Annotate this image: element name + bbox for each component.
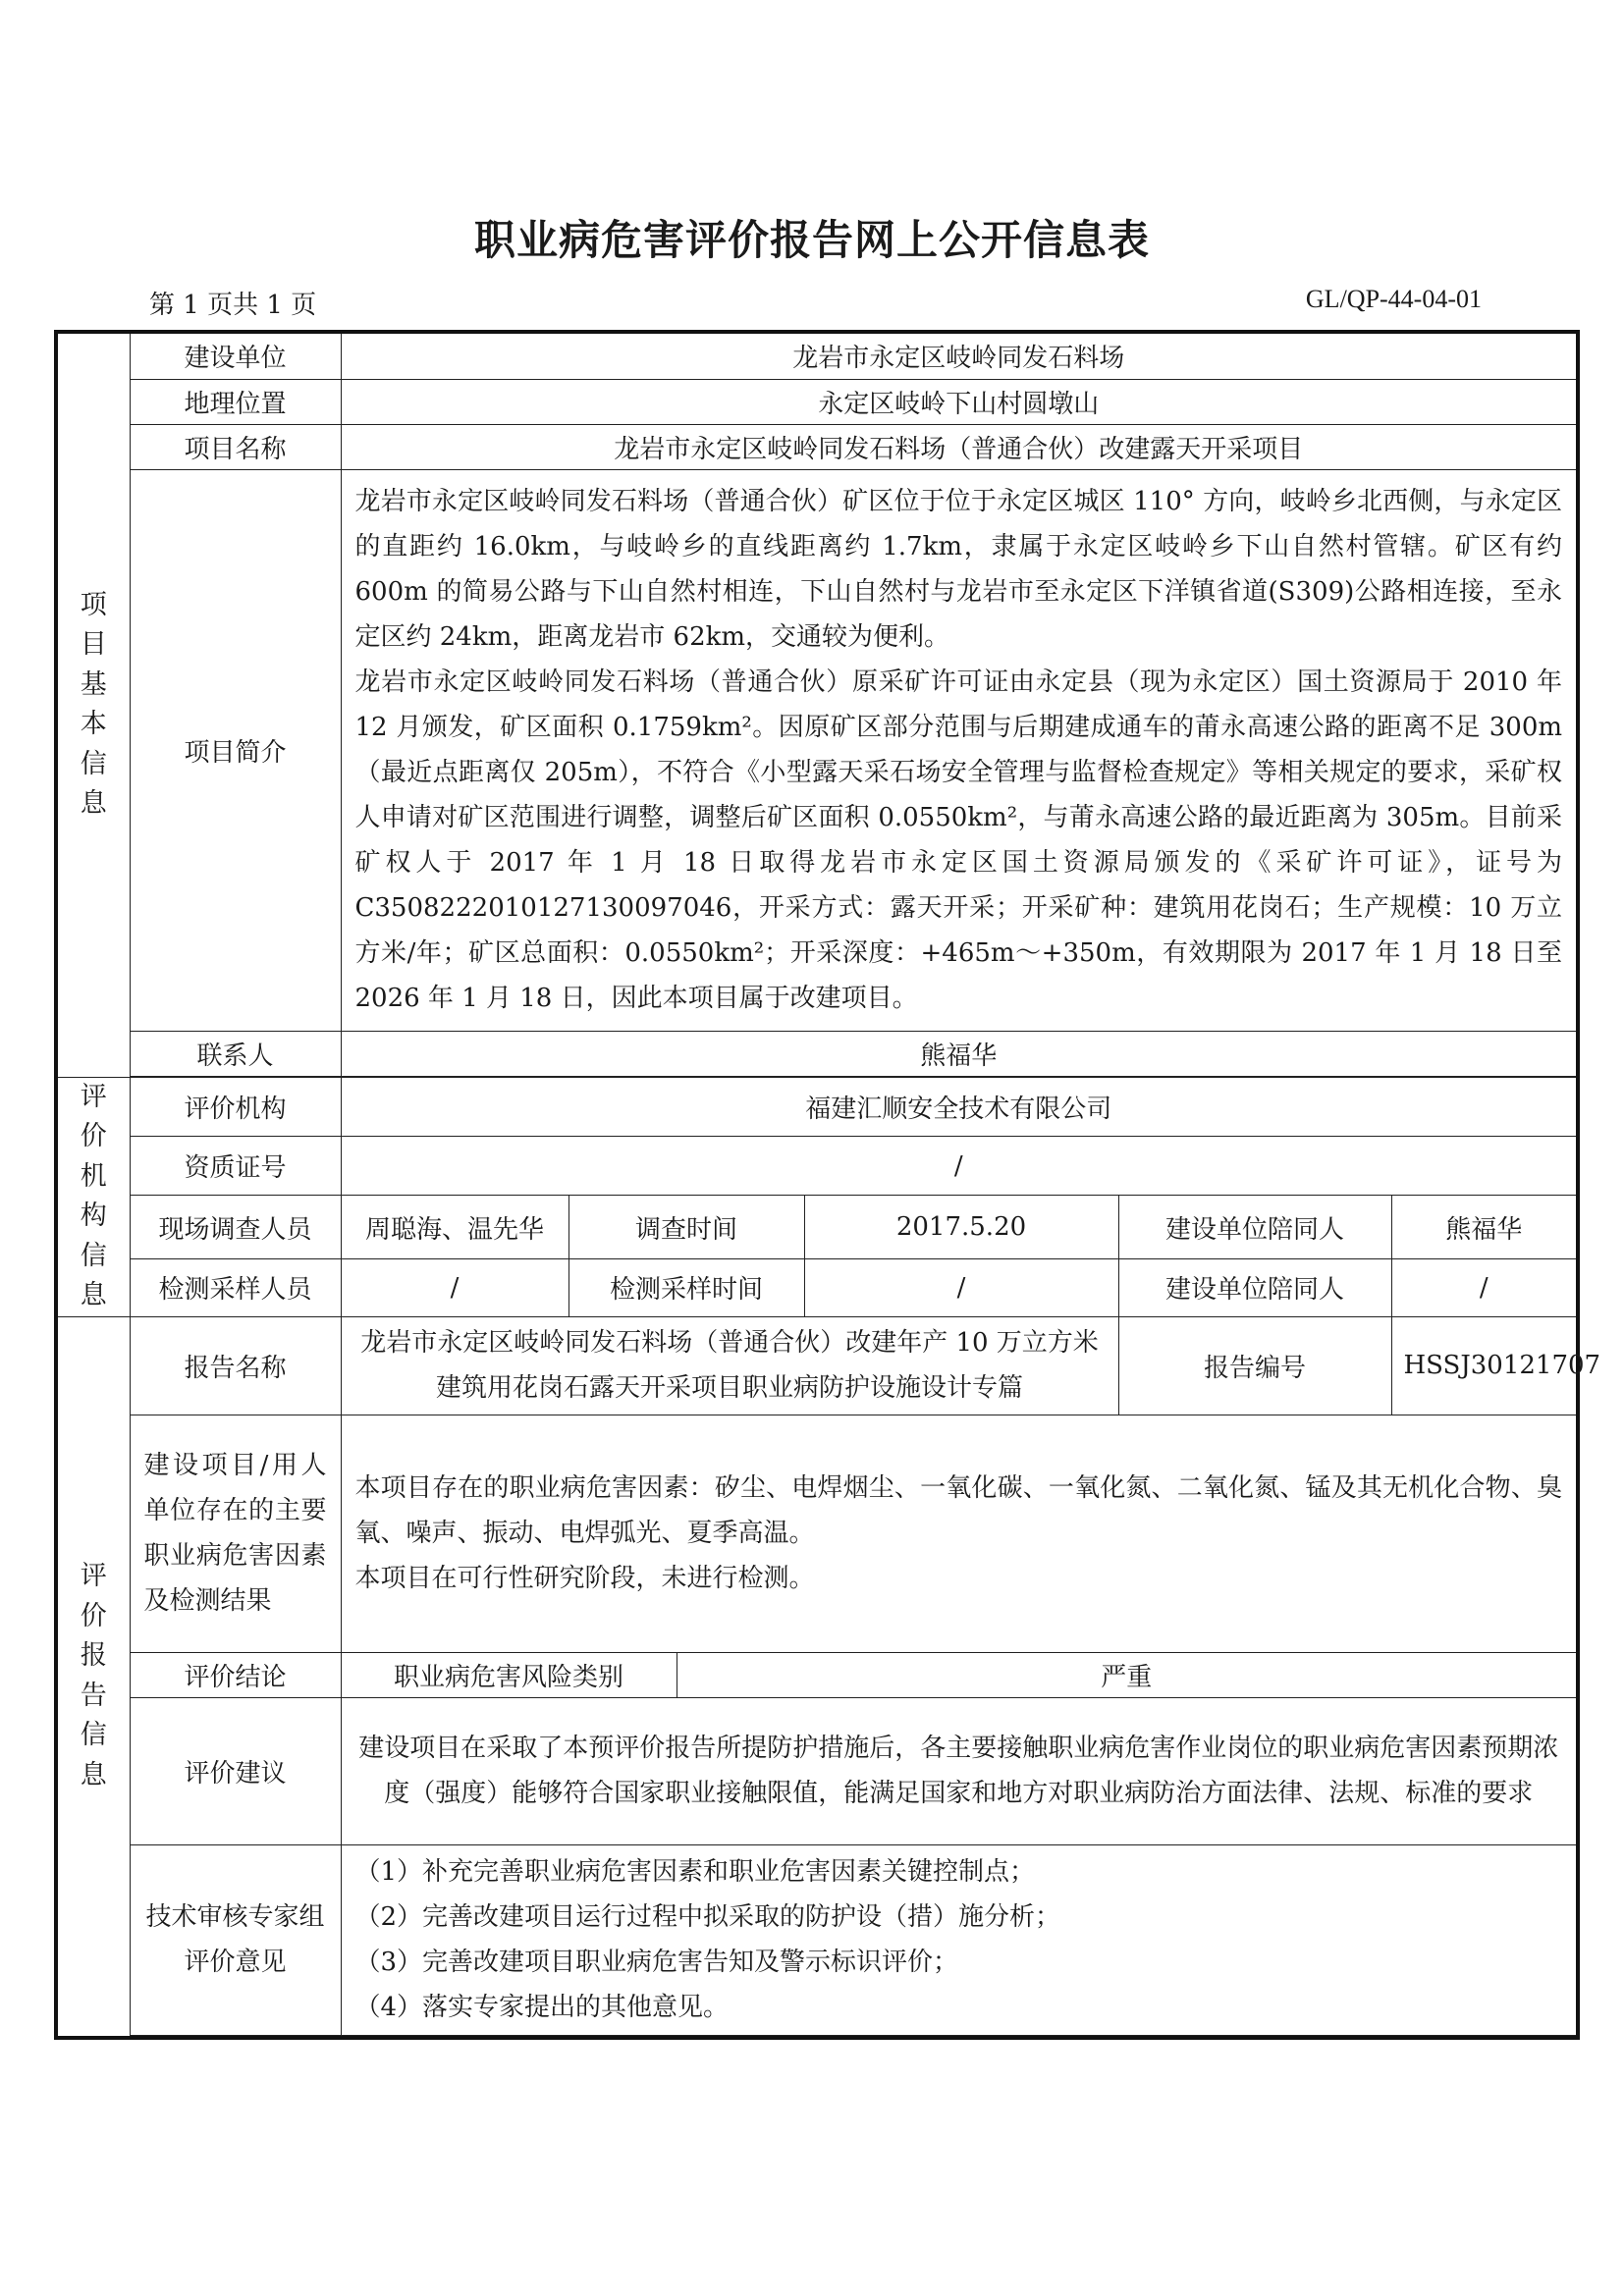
section-agency-info: 评价机构信息 (56, 1077, 130, 1316)
report-number-label: 报告编号 (1118, 1316, 1391, 1415)
survey-time-value: 2017.5.20 (804, 1196, 1118, 1259)
hazards-paragraph-2: 本项目在可行性研究阶段，未进行检测。 (354, 1564, 815, 1593)
expert-item-1: （1）补充完善职业病危害因素和职业危害因素关键控制点； (354, 1857, 1036, 1887)
expert-item-2: （2）完善改建项目运行过程中拟采取的防护设（措）施分析； (354, 1902, 1061, 1932)
suggestion-value: 建设项目在采取了本预评价报告所提防护措施后，各主要接触职业病危害作业岗位的职业病危害因素预期浓度（强度）能够符合国家职业接触限值，能满足国家和地方对职业病防治方面法律、法规、标准的要求 (341, 1697, 1578, 1844)
section-basic-info: 项目基本信息 (56, 332, 130, 1077)
expert-label: 技术审核专家组评价意见 (130, 1844, 341, 2035)
expert-item-3: （3）完善改建项目职业病危害告知及警示标识评价； (354, 1948, 959, 1977)
risk-value: 严重 (677, 1652, 1578, 1697)
accompany-value-2: / (1391, 1258, 1578, 1316)
contact-value: 熊福华 (341, 1031, 1578, 1076)
page-title: 职业病危害评价报告网上公开信息表 (473, 216, 1150, 264)
section-report-info: 评价报告信息 (56, 1316, 130, 2038)
hazards-value (341, 1415, 1578, 1652)
intro-paragraph-1: 龙岩市永定区岐岭同发石料场（普通合伙）矿区位于位于永定区城区 110° 方向，岐岭乡北西侧，与永定区的直距约 16.0km，与岐岭乡的直线距离约 1.7km，隶属于永定区岐岭乡下山自然村管辖。矿区有约 600m 的简易公路与下山自然村相连，下山自然村与龙岩市至永定区下洋镇省道(S309)公路相连接，至永定区约 24km，距离龙岩市 62km，交通较为便利。 (354, 487, 1563, 652)
survey-staff-label: 现场调查人员 (130, 1196, 341, 1259)
survey-time-label: 调查时间 (568, 1196, 804, 1259)
info-table (54, 330, 1601, 2040)
cert-value: / (341, 1136, 1578, 1195)
survey-staff-value: 周聪海、温先华 (341, 1196, 568, 1259)
accompany-label-2: 建设单位陪同人 (1118, 1258, 1391, 1316)
intro-label: 项目简介 (130, 469, 341, 1031)
intro-paragraph-2: 龙岩市永定区岐岭同发石料场（普通合伙）原采矿许可证由永定县（现为永定区）国土资源局于 2010 年 12 月颁发，矿区面积 0.1759km²。因原矿区部分范围与后期建成通车的莆永高速公路的距离不足 300m（最近点距离仅 205m），不符合《小型露天采石场安全管理与监督检查规定》等相关规定的要求，采矿权人申请对矿区范围进行调整，调整后矿区面积 0.0550km²，与莆永高速公路的最近距离为 305m。目前采矿权人于 2017 年 1 月 18 日取得龙岩市永定区国土资源局颁发的《采矿许可证》，证号为 C3508222010127130097046，开采方式：露天开采；开采矿种：建筑用花岗石；生产规模：10 万立方米/年；矿区总面积：0.0550km²；开采深度：+465m～+350m，有效期限为 2017 年 1 月 18 日至 2026 年 1 月 18 日，因此本项目属于改建项目。 (354, 667, 1563, 1013)
intro-value (341, 469, 1578, 1031)
org-value: 福建汇顺安全技术有限公司 (341, 1077, 1578, 1136)
report-name-label: 报告名称 (130, 1316, 341, 1415)
sampling-time-value: / (804, 1258, 1118, 1316)
location-label: 地理位置 (130, 379, 341, 424)
hazards-paragraph-1: 本项目存在的职业病危害因素：矽尘、电焊烟尘、一氧化碳、一氧化氮、二氧化氮、锰及其无机化合物、臭氧、噪声、振动、电焊弧光、夏季高温。 (354, 1473, 1563, 1548)
document-code: GL/QP-44-04-01 (1305, 285, 1482, 313)
risk-label: 职业病危害风险类别 (341, 1652, 677, 1697)
expert-opinions (341, 1844, 1578, 2035)
sampling-time-label: 检测采样时间 (568, 1258, 804, 1316)
accompany-value-1: 熊福华 (1391, 1196, 1578, 1259)
report-name-value: 龙岩市永定区岐岭同发石料场（普通合伙）改建年产 10 万立方米建筑用花岗石露天开采项目职业病防护设施设计专篇 (341, 1316, 1118, 1415)
builder-value: 龙岩市永定区岐岭同发石料场 (341, 332, 1578, 379)
org-label: 评价机构 (130, 1077, 341, 1136)
project-name-label: 项目名称 (130, 424, 341, 469)
project-name-value: 龙岩市永定区岐岭同发石料场（普通合伙）改建露天开采项目 (341, 424, 1578, 469)
page-info: 第 1 页共 1 页 (149, 291, 317, 320)
contact-label: 联系人 (130, 1031, 341, 1076)
suggestion-label: 评价建议 (130, 1697, 341, 1844)
accompany-label-1: 建设单位陪同人 (1118, 1196, 1391, 1259)
sampling-staff-label: 检测采样人员 (130, 1258, 341, 1316)
conclusion-label: 评价结论 (130, 1652, 341, 1697)
cert-label: 资质证号 (130, 1136, 341, 1195)
report-number-value: HSSJ30121707 (1391, 1316, 1578, 1415)
location-value: 永定区岐岭下山村圆墩山 (341, 379, 1578, 424)
builder-label: 建设单位 (130, 332, 341, 379)
hazards-label: 建设项目/用人单位存在的主要职业病危害因素及检测结果 (130, 1415, 341, 1652)
sampling-staff-value: / (341, 1258, 568, 1316)
expert-item-4: （4）落实专家提出的其他意见。 (354, 1993, 730, 2022)
